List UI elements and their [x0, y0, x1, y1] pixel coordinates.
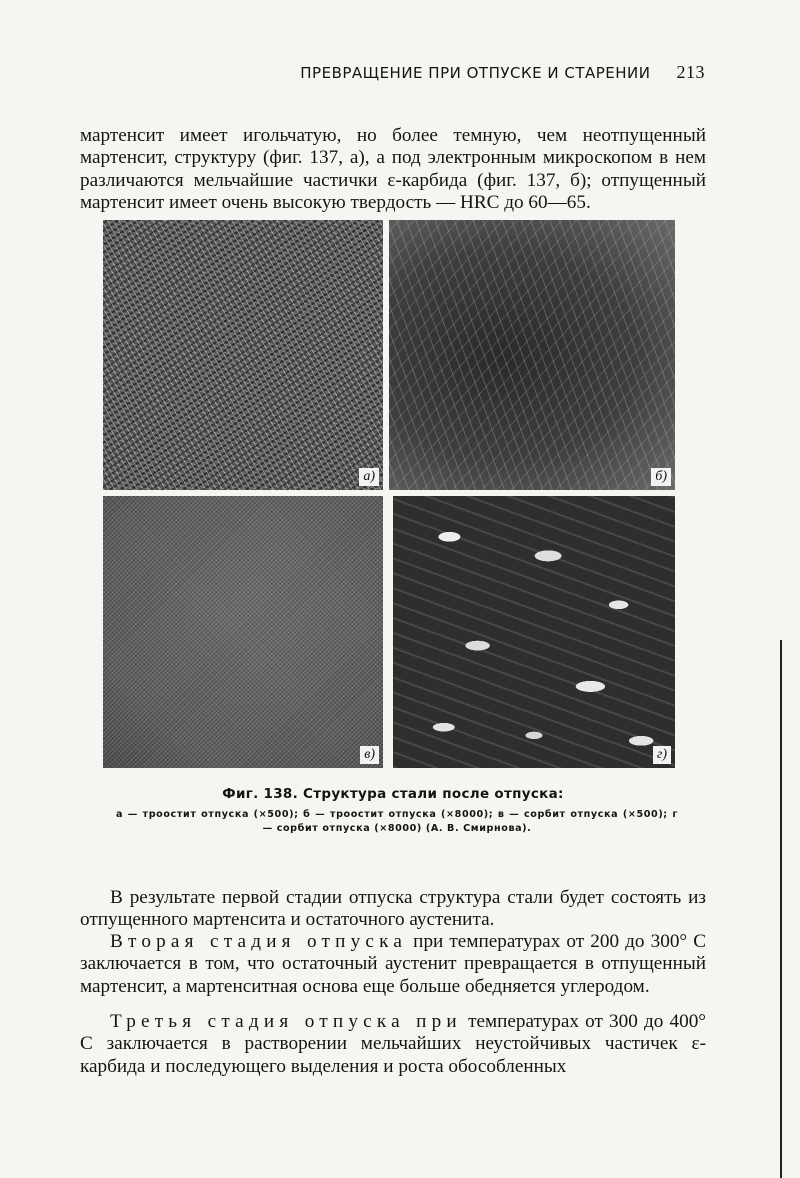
- micrograph-d: [393, 496, 675, 768]
- figure-caption-body: а — троостит отпуска (×500); б — троостит отпуска (×8000); в — сорбит отпуска (×500); г — сорбит отпуска (×8000) (А. В. Смирнова).: [116, 809, 678, 834]
- paragraph-1: мартенсит имеет игольчатую, но более темную, чем неотпущенный мартенсит, структуру (фиг. 137, а), а под электронным микроскопом в нем различаются мельчайшие частички ε-карбида (фиг. 137, б); отпущенный мартенсит имеет очень высокую твердость — HRC до 60—65.: [80, 125, 706, 214]
- micrograph-b: [389, 220, 675, 490]
- paragraph-4: [80, 1011, 706, 1078]
- panel-label-a: а): [359, 468, 379, 486]
- figure-caption-title: Фиг. 138. Структура стали после отпуска:: [222, 786, 564, 802]
- paragraph-4-text: температурах от 300 до 400° С заключается в растворении мельчайших неустойчивых частичек ε-карбида и последующего выделения и роста обособленных: [80, 1011, 706, 1077]
- paragraph-3-text: при температурах от 200 до 300° С заключается в том, что остаточный аустенит превращается в отпущенный мартенсит, а мартенситная основа еще больше обедняется углеродом.: [80, 931, 706, 997]
- running-header: [80, 62, 705, 92]
- running-title: ПРЕВРАЩЕНИЕ ПРИ ОТПУСКЕ И СТАРЕНИИ: [300, 64, 651, 82]
- paragraph-2: В результате первой стадии отпуска структура стали будет состоять из отпущенного мартенсита и остаточного аустенита.: [80, 887, 706, 931]
- panel-label-d: г): [653, 746, 671, 764]
- figure-138: [103, 220, 675, 768]
- paragraph-3-lead: Вторая стадия отпуска: [110, 931, 408, 953]
- page-edge-line: [780, 640, 782, 1178]
- panel-label-c: в): [360, 746, 379, 764]
- micrograph-a: [103, 220, 383, 490]
- page-number: 213: [676, 62, 705, 82]
- paragraph-3: [80, 931, 706, 998]
- micrograph-c: [103, 496, 383, 768]
- paragraph-4-lead: Третья стадия отпуска при: [110, 1011, 462, 1033]
- panel-label-b: б): [651, 468, 671, 486]
